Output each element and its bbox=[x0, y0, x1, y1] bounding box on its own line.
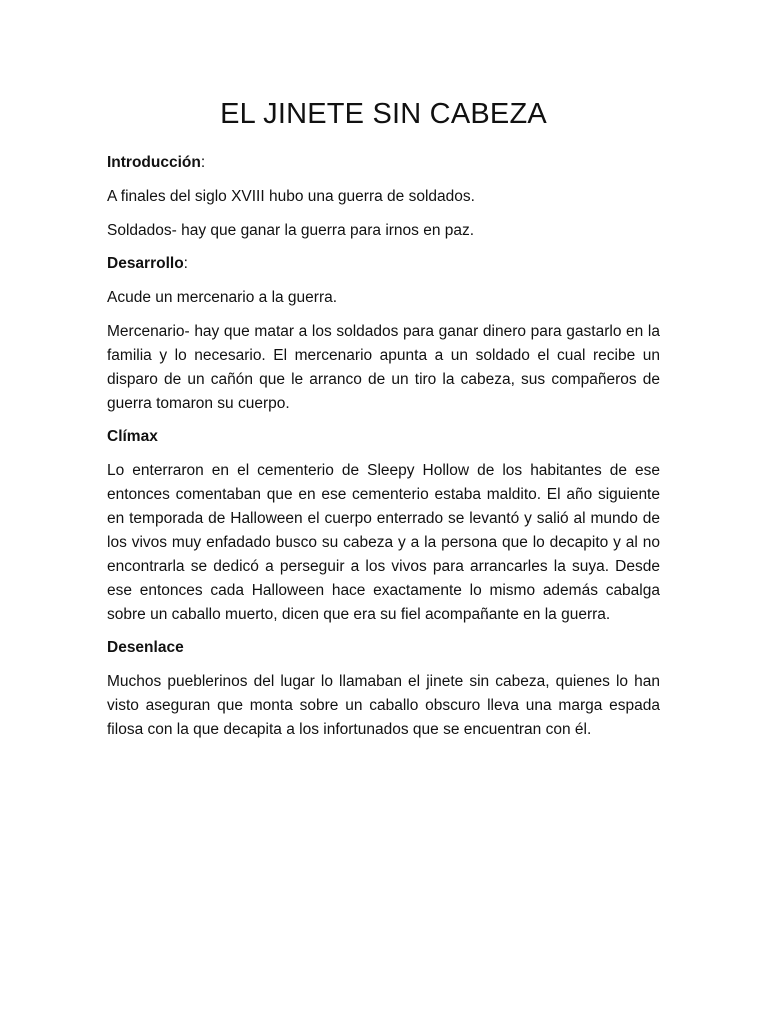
ending-paragraph-1: Muchos pueblerinos del lugar lo llamaban el jinete sin cabeza, quienes lo han visto aseguran que monta sobre un caballo obscuro lleva una marga espada filosa con la que decapita a los infortunados que se encuentran con él. bbox=[107, 673, 660, 738]
intro-paragraph-2: Soldados- hay que ganar la guerra para irnos en paz. bbox=[107, 222, 475, 239]
page-title: EL JINETE SIN CABEZA bbox=[220, 98, 547, 130]
heading-intro-label: Introducción bbox=[107, 154, 201, 171]
development-paragraph-2: Mercenario- hay que matar a los soldados para ganar dinero para gastarlo en la familia y lo necesario. El mercenario apunta a un soldado el cual recibe un disparo de un cañón que le arranco de un tiro la cabeza, sus compañeros de guerra tomaron su cuerpo. bbox=[107, 323, 660, 412]
climax-paragraph-1: Lo enterraron en el cementerio de Sleepy Hollow de los habitantes de ese entonces comentaban que en ese cementerio estaba maldito. El año siguiente en temporada de Halloween el cuerpo enterrado se levantó y salió al mundo de los vivos muy enfadado busco su cabeza y a la persona que lo decapito y al no encontrarla se dedicó a perseguir a los vivos para arrancarles la suya. Desde ese entonces cada Halloween hace exactamente lo mismo además cabalga sobre un caballo muerto, dicen que era su fiel acompañante en la guerra. bbox=[107, 462, 660, 623]
section-heading-intro bbox=[107, 152, 660, 174]
heading-development-colon: : bbox=[183, 255, 188, 272]
section-heading-climax bbox=[107, 426, 660, 448]
development-paragraph-1: Acude un mercenario a la guerra. bbox=[107, 289, 338, 306]
heading-development-label: Desarrollo bbox=[107, 255, 184, 272]
heading-ending-label: Desenlace bbox=[107, 639, 184, 656]
section-heading-development bbox=[107, 253, 660, 275]
section-heading-ending bbox=[107, 637, 660, 659]
document-content bbox=[107, 96, 660, 752]
intro-paragraph-1: A finales del siglo XVIII hubo una guerra de soldados. bbox=[107, 188, 475, 205]
heading-climax-label: Clímax bbox=[107, 428, 158, 445]
heading-intro-colon: : bbox=[200, 154, 206, 171]
